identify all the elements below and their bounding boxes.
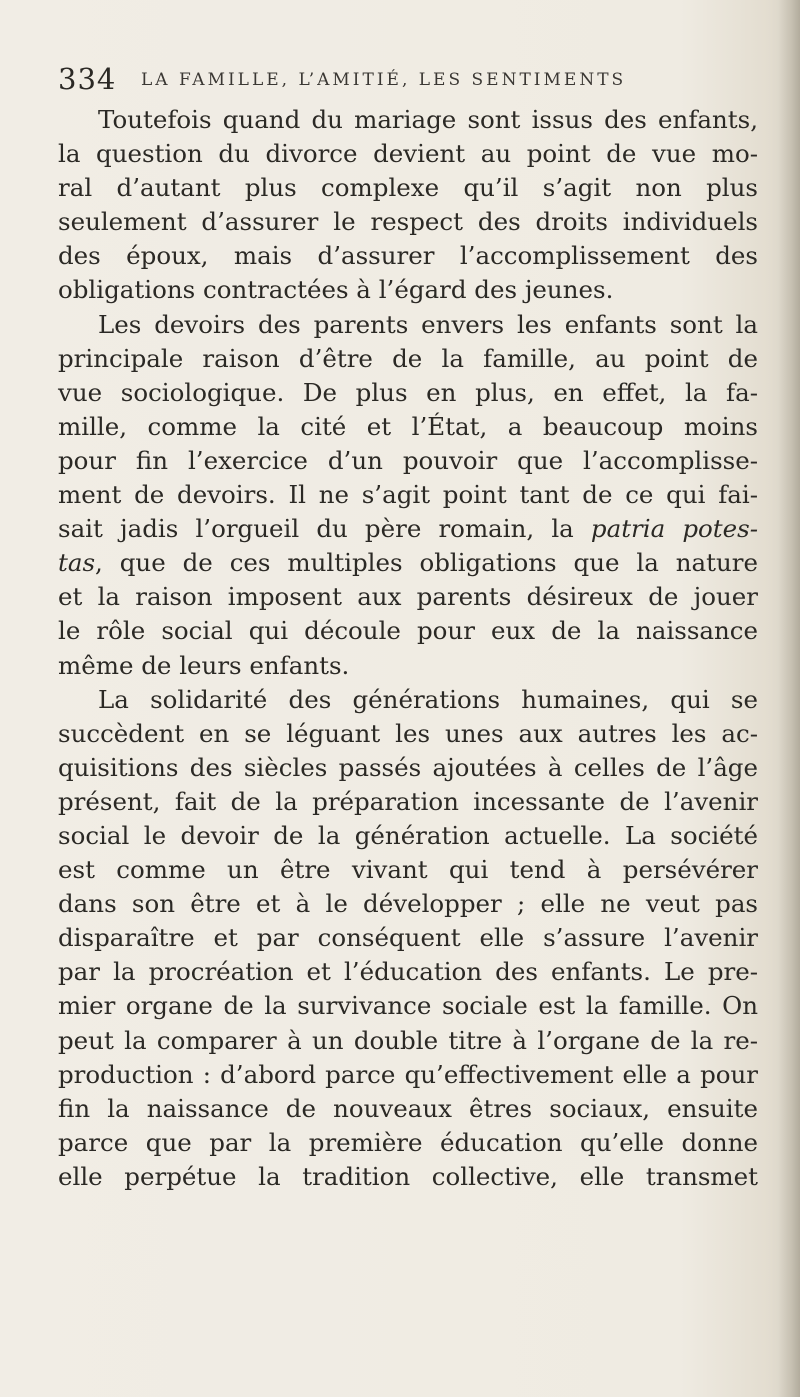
- body-text: [58, 103, 758, 1194]
- line-text: même de leurs enfants.: [58, 650, 350, 680]
- line-text: ment de devoirs. Il ne s’agit point tant de ce qui fai-: [58, 480, 758, 510]
- line-text: Toutefois quand du mariage sont issus des enfants,: [98, 105, 758, 134]
- italic-phrase: patria potes-: [590, 514, 758, 544]
- text-line: [58, 683, 758, 717]
- text-line: [58, 887, 758, 921]
- text-line: [58, 103, 758, 137]
- text-line: [58, 546, 758, 580]
- text-line: [58, 205, 758, 239]
- text-line: [58, 1126, 758, 1160]
- text-line: [58, 819, 758, 853]
- page-edge-shadow: [778, 0, 800, 1397]
- text-line: [58, 308, 758, 342]
- text-line: [58, 1024, 758, 1058]
- running-head: LA FAMILLE, L’AMITIÉ, LES SENTIMENTS: [141, 70, 627, 90]
- text-line: [58, 137, 758, 171]
- line-text: La solidarité des générations humaines, qui se: [98, 684, 758, 714]
- text-line: [58, 580, 758, 614]
- line-text: quisitions des siècles passés ajoutées à celles de l’âge: [58, 752, 758, 782]
- text-line: [58, 989, 758, 1023]
- text-line: [58, 649, 758, 683]
- line-text: est comme un être vivant qui tend à persévérer: [58, 855, 758, 885]
- text-line: [58, 921, 758, 955]
- text-line: [58, 1160, 758, 1194]
- line-text: vue sociologique. De plus en plus, en effet, la fa-: [58, 377, 758, 407]
- page-header: [58, 62, 748, 102]
- text-line: [58, 478, 758, 512]
- line-text: mier organe de la survivance sociale est la famille. On: [58, 991, 758, 1021]
- line-text: parce que par la première éducation qu’elle donne: [58, 1127, 758, 1157]
- line-text: peut la comparer à un double titre à l’organe de la re-: [58, 1025, 758, 1055]
- line-text: , que de ces multiples obligations que la nature: [95, 548, 758, 578]
- line-text: succèdent en se léguant les unes aux autres les ac-: [58, 718, 758, 748]
- line-text: production : d’abord parce qu’effectivement elle a pour: [58, 1059, 758, 1089]
- line-text: par la procréation et l’éducation des enfants. Le pre-: [58, 957, 758, 987]
- text-line: [58, 410, 758, 444]
- text-line: [58, 273, 758, 307]
- text-line: [58, 614, 758, 648]
- line-text: seulement d’assurer le respect des droits individuels: [58, 207, 758, 237]
- text-line: [58, 512, 758, 546]
- text-line: [58, 751, 758, 785]
- text-line: [58, 717, 758, 751]
- line-text: elle perpétue la tradition collective, elle transmet: [58, 1161, 758, 1191]
- text-line: [58, 785, 758, 819]
- text-line: [58, 239, 758, 273]
- line-text: et la raison imposent aux parents désireux de jouer: [58, 582, 758, 612]
- line-text: obligations contractées à l’égard des jeunes.: [58, 275, 614, 305]
- line-text: sait jadis l’orgueil du père romain, la: [58, 514, 591, 544]
- text-line: [58, 1058, 758, 1092]
- italic-phrase: tas: [58, 548, 96, 578]
- text-line: [58, 376, 758, 410]
- text-line: [58, 955, 758, 989]
- line-text: des époux, mais d’assurer l’accomplissement des: [58, 241, 758, 271]
- line-text: principale raison d’être de la famille, au point de: [58, 343, 758, 373]
- line-text: présent, fait de la préparation incessante de l’avenir: [58, 786, 758, 816]
- page-number: 334: [58, 62, 117, 96]
- text-line: [58, 342, 758, 376]
- line-text: la question du divorce devient au point de vue mo-: [58, 139, 758, 169]
- text-line: [58, 171, 758, 205]
- text-line: [58, 853, 758, 887]
- line-text: mille, comme la cité et l’État, a beaucoup moins: [58, 411, 758, 441]
- line-text: social le devoir de la génération actuelle. La société: [58, 820, 758, 850]
- line-text: disparaître et par conséquent elle s’assure l’avenir: [58, 923, 758, 953]
- text-line: [58, 1092, 758, 1126]
- text-line: [58, 444, 758, 478]
- line-text: dans son être et à le développer ; elle ne veut pas: [58, 889, 758, 919]
- line-text: ral d’autant plus complexe qu’il s’agit non plus: [58, 173, 758, 203]
- line-text: Les devoirs des parents envers les enfants sont la: [98, 309, 758, 339]
- line-text: fin la naissance de nouveaux êtres sociaux, ensuite: [58, 1093, 758, 1123]
- line-text: le rôle social qui découle pour eux de la naissance: [58, 616, 758, 646]
- line-text: pour fin l’exercice d’un pouvoir que l’accomplisse-: [58, 445, 758, 475]
